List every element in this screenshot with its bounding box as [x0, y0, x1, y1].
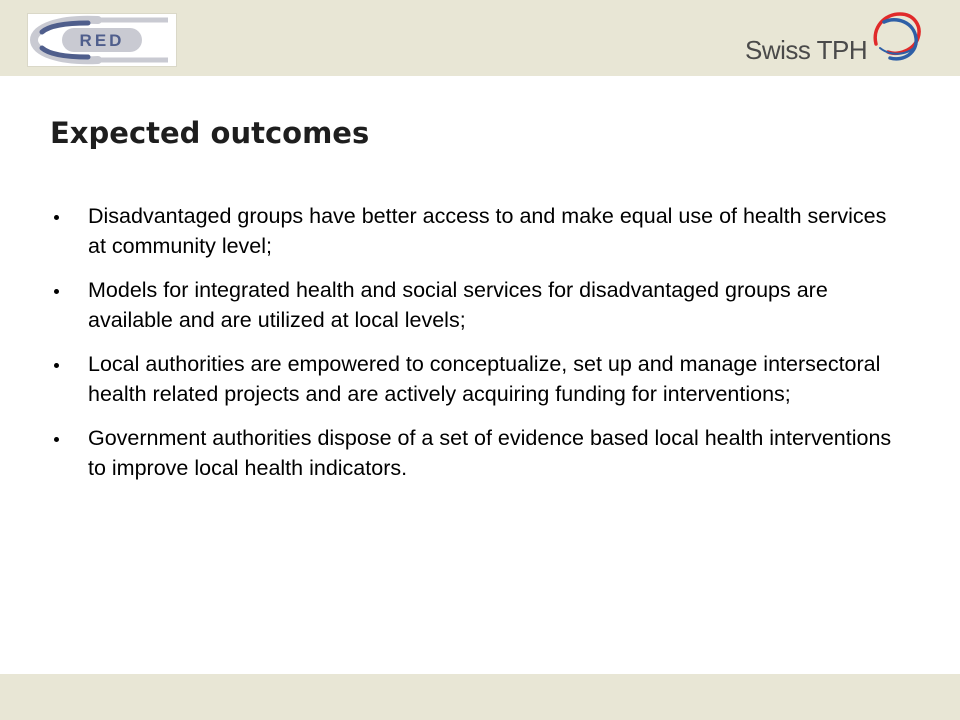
red-logo-text: RED [79, 31, 125, 50]
bullet-item [50, 349, 910, 409]
swiss-tph-logo-text: Swiss TPH [745, 35, 868, 65]
swiss-tph-logo [740, 8, 930, 70]
bullet-point-icon [54, 215, 59, 220]
red-logo [27, 13, 177, 67]
bullet-text: Local authorities are empowered to conceptualize, set up and manage intersectoral health related projects and are actively acquiring funding for interventions; [88, 352, 881, 406]
bullet-point-icon [54, 289, 59, 294]
bullet-text: Government authorities dispose of a set of evidence based local health interventions to improve local health indicators. [88, 426, 892, 480]
bullet-text: Disadvantaged groups have better access to and make equal use of health services at community level; [88, 204, 887, 258]
red-logo-icon [28, 14, 176, 66]
bullet-point-icon [54, 363, 59, 368]
swiss-tph-swirl-icon [870, 8, 926, 66]
bullet-item [50, 275, 910, 335]
bullet-item [50, 201, 910, 261]
footer-band [0, 674, 960, 720]
bullet-text: Models for integrated health and social services for disadvantaged groups are available and are utilized at local levels; [88, 278, 828, 332]
bullet-item [50, 423, 910, 483]
bullet-point-icon [54, 437, 59, 442]
bullet-list [50, 201, 910, 497]
slide-title: Expected outcomes [50, 116, 370, 150]
